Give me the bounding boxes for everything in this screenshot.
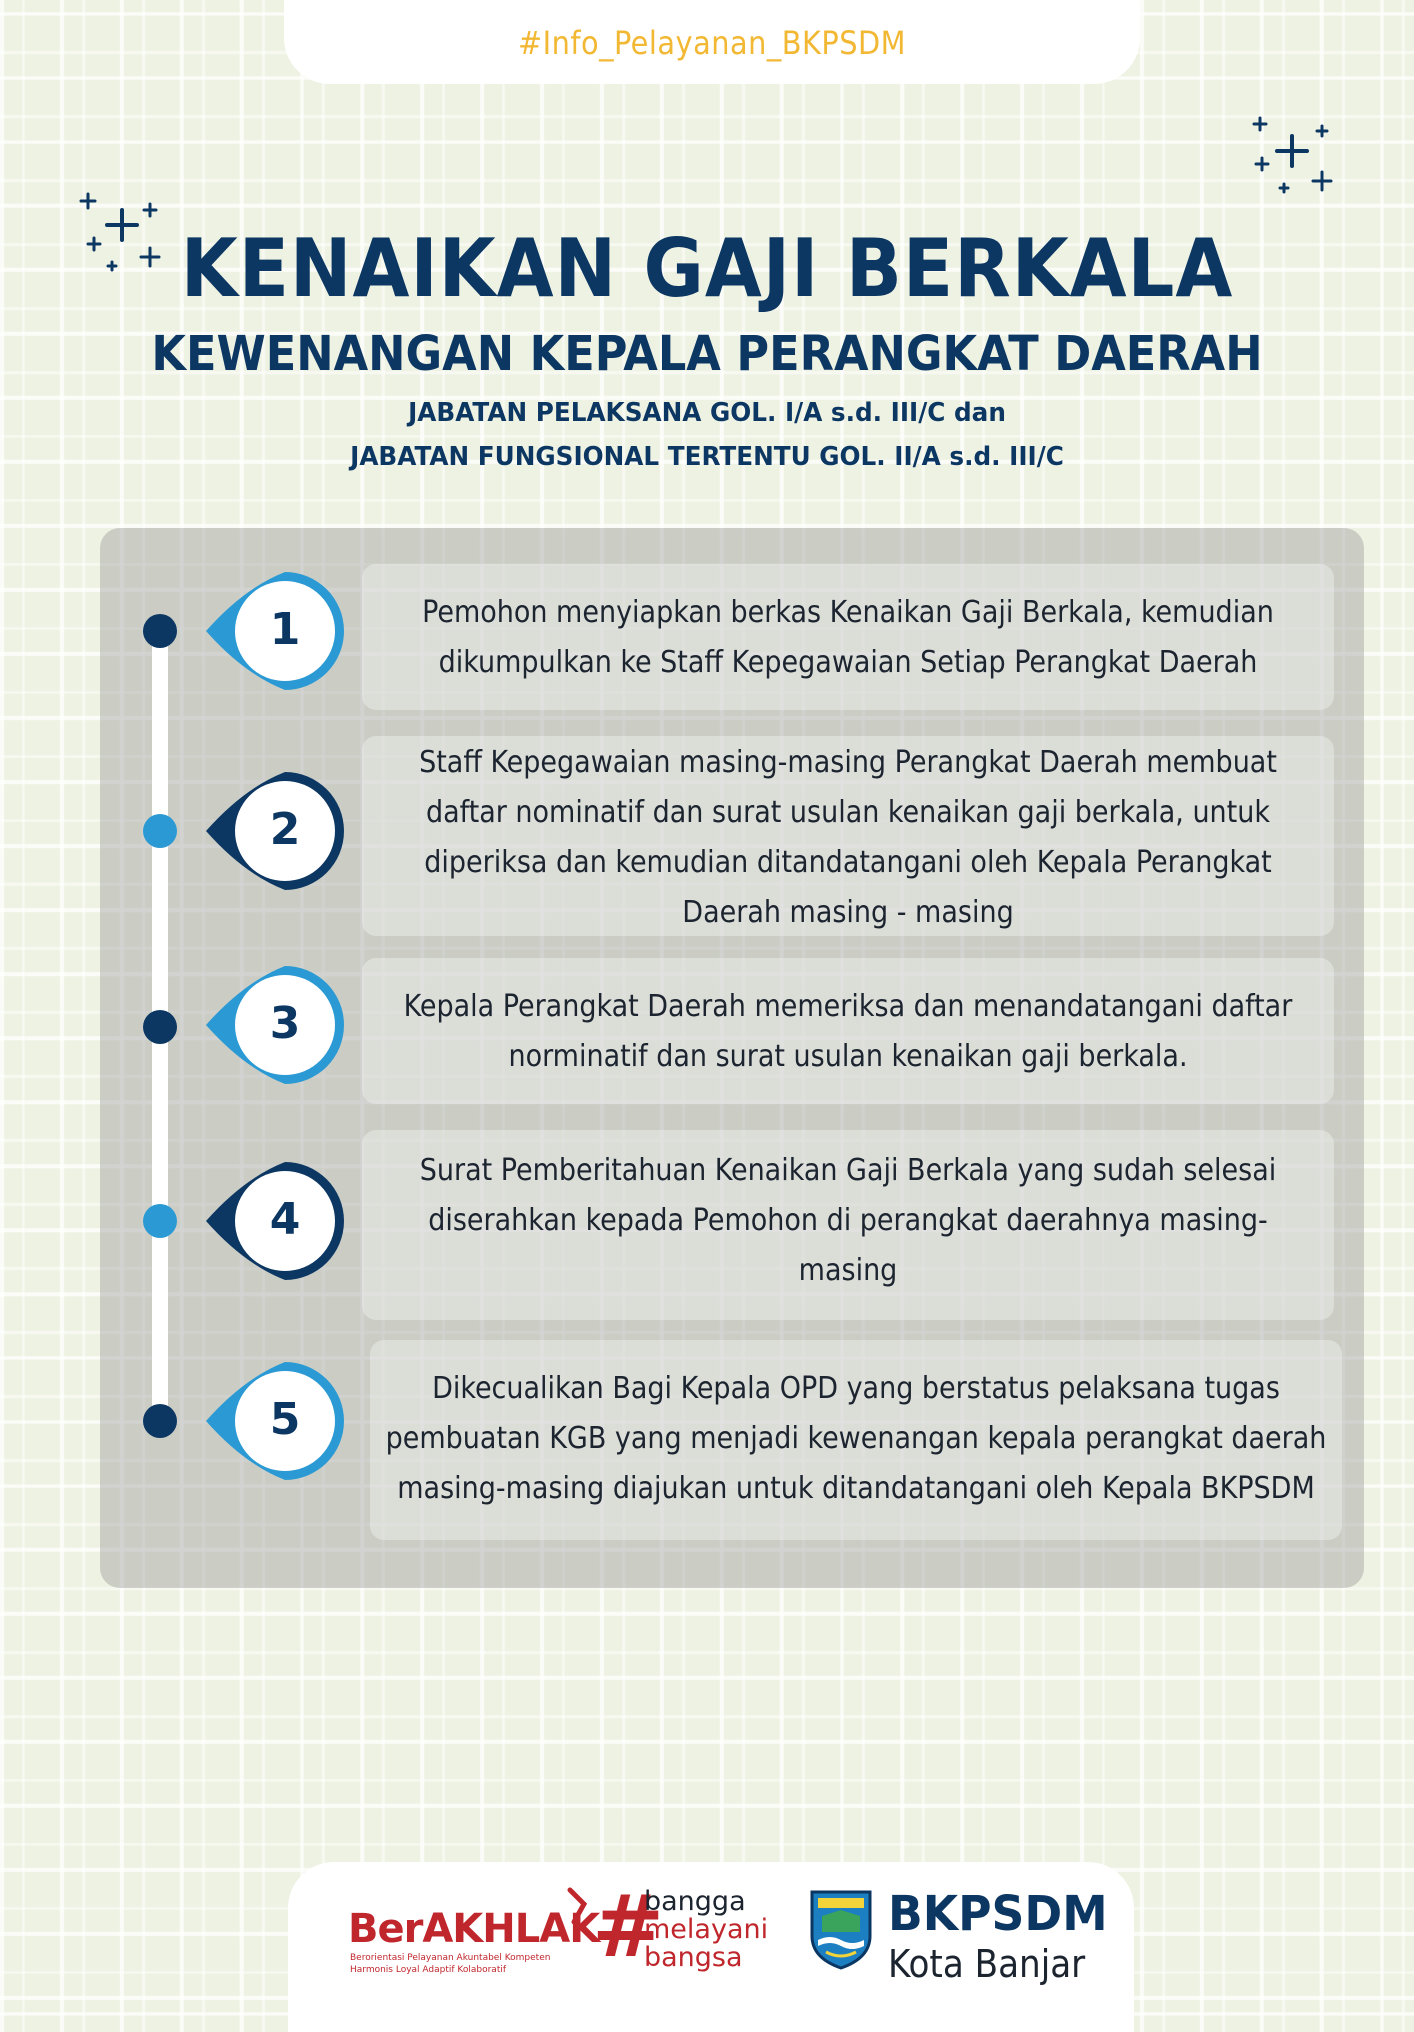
timeline-dot-4 xyxy=(143,1204,177,1238)
step-number-1: 1 xyxy=(269,604,301,655)
sparkle-icon-right xyxy=(1250,114,1340,204)
step-text-4: Surat Pemberitahuan Kenaikan Gaji Berkala yang sudah selesai diserahkan kepada Pemohon di perangkat daerahnya masing- masing xyxy=(419,1153,1277,1288)
step-text-1: Pemohon menyiapkan berkas Kenaikan Gaji Berkala, kemudian dikumpulkan ke Staff Kepegawaian Setiap Perangkat Daerah xyxy=(422,595,1274,680)
step-text-2: Staff Kepegawaian masing-masing Perangkat Daerah membuat daftar nominatif dan surat usulan kenaikan gaji berkala, untuk diperiksa dan kemudian ditandatangani oleh Kepala Perangkat Daerah masing - masing xyxy=(419,745,1277,930)
kota-banjar-emblem-icon xyxy=(808,1888,874,1970)
bangga-text: bangga xyxy=(644,1886,746,1917)
berakhlak-chevron-icon xyxy=(566,1886,590,1926)
org-city: Kota Banjar xyxy=(888,1942,1086,1986)
hashtag-icon: # xyxy=(592,1877,665,1977)
top-tab xyxy=(284,0,1140,84)
hashtag-label: #Info_Pelayanan_BKPSDM xyxy=(517,24,907,62)
title-line-2: JABATAN FUNGSIONAL TERTENTU GOL. II/A s.d. III/C xyxy=(350,442,1064,472)
berakhlak-logo: BerAKHLAK xyxy=(348,1906,600,1952)
berakhlak-tagline-1: Berorientasi Pelayanan Akuntabel Kompeten xyxy=(350,1953,551,1963)
melayani-text: melayani xyxy=(644,1914,769,1945)
step-text-5: Dikecualikan Bagi Kepala OPD yang berstatus pelaksana tugas pembuatan KGB yang menjadi kewenangan kepala perangkat daerah masing-masing diajukan untuk ditandatangani oleh Kepala BKPSDM xyxy=(385,1371,1327,1506)
step-number-4: 4 xyxy=(269,1194,301,1245)
timeline-dot-3 xyxy=(143,1010,177,1044)
step-number-2: 2 xyxy=(269,804,301,855)
timeline-dot-2 xyxy=(143,814,177,848)
step-number-3: 3 xyxy=(269,998,301,1049)
step-text-3: Kepala Perangkat Daerah memeriksa dan menandatangani daftar norminatif dan surat usulan kenaikan gaji berkala. xyxy=(403,989,1293,1074)
title-line-1: JABATAN PELAKSANA GOL. I/A s.d. III/C dan xyxy=(408,398,1006,428)
step-number-5: 5 xyxy=(269,1394,301,1445)
page-title: KENAIKAN GAJI BERKALA xyxy=(180,222,1234,315)
timeline-dot-1 xyxy=(143,614,177,648)
timeline-dot-5 xyxy=(143,1404,177,1438)
bangsa-text: bangsa xyxy=(644,1942,743,1973)
berakhlak-tagline-2: Harmonis Loyal Adaptif Kolaboratif xyxy=(350,1965,507,1975)
page-subtitle: KEWENANGAN KEPALA PERANGKAT DAERAH xyxy=(151,326,1263,382)
org-name: BKPSDM xyxy=(888,1886,1108,1942)
